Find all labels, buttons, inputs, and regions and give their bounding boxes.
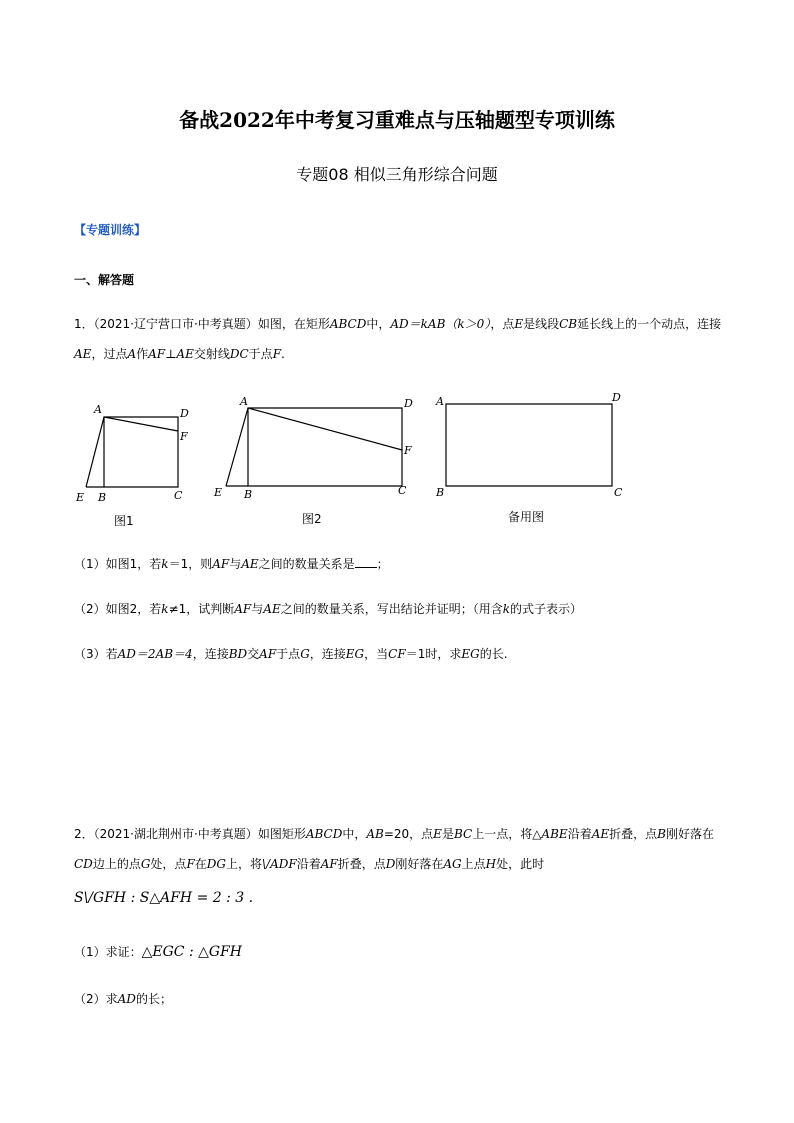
fig1-label-e: E: [76, 491, 85, 504]
q2-sub1: （1）求证：△EGC : △GFH: [74, 944, 243, 960]
fig2-segment-af: [248, 408, 402, 450]
figure-spare: [428, 390, 634, 502]
fig1-label-b: B: [98, 491, 107, 504]
q2-area-ratio: S\/GFH : S△AFH = 2 : 3 .: [74, 890, 254, 906]
fig1-label-c: C: [174, 489, 183, 502]
answer-blank[interactable]: [355, 557, 377, 568]
spare-label-d: D: [612, 391, 621, 404]
figure-1: [70, 398, 200, 508]
fig1-label-f: F: [180, 430, 188, 443]
fig2-label-a: A: [240, 395, 248, 408]
q1-stem-line2: AE，过点A作AF⊥AE交射线DC于点F.: [74, 347, 285, 361]
spare-label-a: A: [436, 395, 444, 408]
figure-2-caption: 图2: [302, 512, 322, 526]
fig1-label-a: A: [94, 403, 102, 416]
q2-stem-line1: 2．（2021·湖北荆州市·中考真题）如图矩形ABCD中，AB=20，点E是BC上一点，将△ABE沿着AE折叠，点B刚好落在: [74, 827, 714, 841]
fig2-rectangle: [248, 408, 402, 486]
q1-stem-line1: 1．（2021·辽宁营口市·中考真题）如图，在矩形ABCD中，AD＝kAB（k＞0），点E是线段CB延长线上的一个动点，连接: [74, 317, 722, 331]
fig2-label-e: E: [214, 486, 223, 499]
q1-sub3: （3）若AD＝2AB＝4，连接BD交AF于点G，连接EG，当CF＝1时，求EG的长.: [74, 647, 508, 661]
document-subtitle: 专题08 相似三角形综合问题: [296, 165, 498, 184]
spare-rectangle: [446, 404, 612, 486]
section-heading: 一、解答题: [74, 273, 135, 287]
fig1-label-d: D: [180, 407, 189, 420]
document-title: 备战2022年中考复习重难点与压轴题型专项训练: [179, 108, 615, 132]
spare-label-c: C: [614, 486, 623, 499]
figure-1-caption: 图1: [114, 514, 134, 528]
fig2-label-d: D: [404, 397, 413, 410]
figure-spare-caption: 备用图: [508, 510, 545, 524]
fig2-label-b: B: [244, 488, 253, 501]
fig1-segment-af: [104, 417, 178, 431]
q1-sub2: （2）如图2，若k≠1，试判断AF与AE之间的数量关系，写出结论并证明；（用含k的式子表示）: [74, 602, 583, 616]
fig2-label-f: F: [404, 444, 412, 457]
q2-stem-line2: CD边上的点G处，点F在DG上，将\/ADF沿着AF折叠，点D刚好落在AG上点H处，此时: [74, 857, 545, 871]
fig2-segment-ae: [226, 408, 248, 486]
q2-sub2: （2）求AD的长；: [74, 992, 172, 1006]
fig1-segment-ae: [86, 417, 104, 487]
q1-sub1: （1）如图1，若k＝1，则AF与AE之间的数量关系是 ；: [74, 557, 389, 571]
section-label: 【专题训练】: [74, 223, 147, 237]
fig2-label-c: C: [398, 484, 407, 497]
figure-2: [208, 392, 420, 508]
spare-label-b: B: [436, 486, 445, 499]
fig1-rectangle: [104, 417, 178, 487]
